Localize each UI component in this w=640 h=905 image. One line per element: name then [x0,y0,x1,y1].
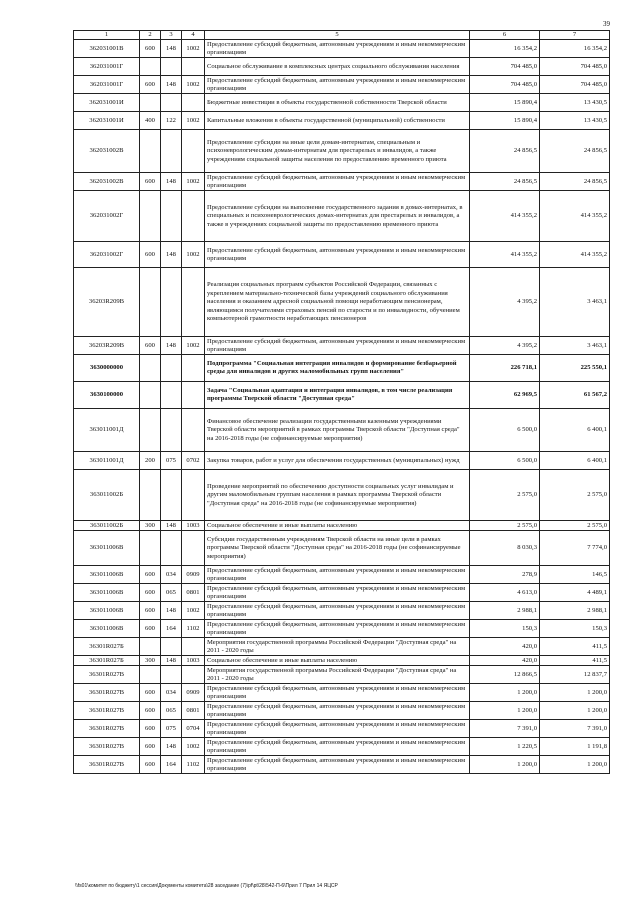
code-cell: 363011001Д [74,409,140,452]
section-cell: 0801 [182,702,205,720]
code-cell: 36301R027В [74,738,140,756]
table-row [74,602,610,620]
code-cell: 363011002Б [74,521,140,531]
code-cell: 362031002В [74,173,140,191]
table-row [74,521,610,531]
section-cell [182,638,205,656]
section-cell: 1002 [182,76,205,94]
vr-cell: 300 [140,656,161,666]
section-cell: 1102 [182,620,205,638]
vr-cell: 600 [140,702,161,720]
planned-amount-cell: 6 500,0 [470,452,540,470]
code-cell: 363011006В [74,531,140,566]
actual-amount-cell: 2 575,0 [540,470,610,521]
description-cell: Предоставление субсидий бюджетным, автономным учреждениям и иным некоммерческим организациям [205,720,470,738]
actual-amount-cell: 7 774,0 [540,531,610,566]
description-cell: Предоставление субсидий бюджетным, автономным учреждениям и иным некоммерческим организациям [205,337,470,355]
vr-cell: 600 [140,738,161,756]
description-cell: Подпрограмма "Социальная интеграция инвалидов и формирование безбарьерной среды для инвалидов и других маломобильных групп населения" [205,355,470,382]
description-cell: Реализация социальных программ субъектов Российской Федерации, связанных с укреплением материально-технической базы учреждений социального обслуживания населения и оказанием адресной социальной помощи неработающим пенсионерам, являющимся получателями страховых пенсий по старости и по инвалидности, обучением компьютерной грамотности неработающих пенсионеров [205,268,470,337]
vr-cell: 600 [140,620,161,638]
description-cell: Предоставление субсидий бюджетным, автономным учреждениям и иным некоммерческим организациям [205,684,470,702]
admin-cell: 148 [161,337,182,355]
description-cell: Бюджетные инвестиции в объекты государственной собственности Тверской области [205,94,470,112]
actual-amount-cell: 411,5 [540,656,610,666]
planned-amount-cell: 704 485,0 [470,76,540,94]
admin-cell [161,531,182,566]
vr-cell [140,409,161,452]
actual-amount-cell: 13 430,5 [540,112,610,130]
planned-amount-cell: 2 988,1 [470,602,540,620]
code-cell: 363011006В [74,584,140,602]
admin-cell [161,382,182,409]
code-cell: 36301R027Б [74,656,140,666]
admin-cell: 148 [161,521,182,531]
table-row [74,620,610,638]
table-row [74,130,610,173]
vr-cell: 600 [140,756,161,774]
section-cell [182,382,205,409]
description-cell: Предоставление субсидии на выполнение государственного задания в домах-интернатах, в специальных и психоневрологических домах-интернатах для престарелых и инвалидов, а также в учреждениях социальной защиты по предоставлению временного приюта [205,191,470,242]
section-cell: 1002 [182,602,205,620]
planned-amount-cell: 24 856,5 [470,130,540,173]
actual-amount-cell: 1 200,0 [540,702,610,720]
vr-cell [140,666,161,684]
description-cell: Предоставление субсидий бюджетным, автономным учреждениям и иным некоммерческим организациям [205,602,470,620]
table-row [74,242,610,268]
admin-cell: 164 [161,756,182,774]
admin-cell [161,58,182,76]
planned-amount-cell: 4 613,0 [470,584,540,602]
table-row [74,40,610,58]
vr-cell: 600 [140,584,161,602]
description-cell: Капитальные вложения в объекты государственной (муниципальной) собственности [205,112,470,130]
actual-amount-cell: 411,5 [540,638,610,656]
section-cell: 0702 [182,452,205,470]
actual-amount-cell: 2 988,1 [540,602,610,620]
actual-amount-cell: 3 463,1 [540,337,610,355]
admin-cell: 075 [161,720,182,738]
admin-cell: 065 [161,584,182,602]
section-cell: 1002 [182,112,205,130]
actual-amount-cell: 704 485,0 [540,76,610,94]
admin-cell: 148 [161,656,182,666]
table-row [74,76,610,94]
admin-cell: 065 [161,702,182,720]
description-cell: Мероприятия государственной программы Российской Федерации "Доступная среда" на 2011 - 2020 годы [205,638,470,656]
table-row [74,638,610,656]
planned-amount-cell: 4 395,2 [470,268,540,337]
actual-amount-cell: 6 400,1 [540,452,610,470]
section-cell [182,666,205,684]
section-cell: 0704 [182,720,205,738]
header-cell: 3 [161,31,182,40]
code-cell: 362031002Г [74,191,140,242]
vr-cell [140,58,161,76]
admin-cell: 148 [161,738,182,756]
actual-amount-cell: 146,5 [540,566,610,584]
vr-cell [140,130,161,173]
admin-cell [161,638,182,656]
table-row [74,58,610,76]
admin-cell: 148 [161,602,182,620]
section-cell: 0801 [182,584,205,602]
page-number: 39 [603,20,610,28]
vr-cell: 600 [140,76,161,94]
planned-amount-cell: 1 220,5 [470,738,540,756]
description-cell: Предоставление субсидий бюджетным, автономным учреждениям и иным некоммерческим организациям [205,566,470,584]
section-cell [182,355,205,382]
header-cell: 5 [205,31,470,40]
table-row [74,268,610,337]
admin-cell: 075 [161,452,182,470]
code-cell: 36301R027В [74,666,140,684]
header-cell: 7 [540,31,610,40]
description-cell: Предоставление субсидий бюджетным, автономным учреждениям и иным некоммерческим организациям [205,620,470,638]
description-cell: Мероприятия государственной программы Российской Федерации "Доступная среда" на 2011 - 2020 годы [205,666,470,684]
planned-amount-cell: 15 890,4 [470,94,540,112]
admin-cell: 122 [161,112,182,130]
code-cell: 362031001Г [74,76,140,94]
table-row [74,531,610,566]
vr-cell [140,470,161,521]
admin-cell: 148 [161,76,182,94]
code-cell: 362031001И [74,94,140,112]
section-cell: 1002 [182,173,205,191]
section-cell [182,531,205,566]
description-cell: Субсидии государственным учреждениям Тверской области на иные цели в рамках программы Тверской области "Доступная среда" на 2016-2018 годы (не софинансируемые мероприятия) [205,531,470,566]
vr-cell [140,382,161,409]
table-row [74,720,610,738]
admin-cell: 034 [161,566,182,584]
actual-amount-cell: 2 575,0 [540,521,610,531]
code-cell: 363011006В [74,566,140,584]
code-cell: 36301R027В [74,720,140,738]
admin-cell: 148 [161,242,182,268]
vr-cell: 600 [140,684,161,702]
actual-amount-cell: 12 837,7 [540,666,610,684]
code-cell: 36301R027Б [74,638,140,656]
planned-amount-cell: 278,9 [470,566,540,584]
actual-amount-cell: 13 430,5 [540,94,610,112]
table-row [74,112,610,130]
code-cell: 363011002Б [74,470,140,521]
code-cell: 363011006В [74,620,140,638]
planned-amount-cell: 4 395,2 [470,337,540,355]
vr-cell: 600 [140,242,161,268]
description-cell: Финансовое обеспечение реализации государственными казенными учреждениями Тверской области мероприятий в рамках программы Тверской области "Доступная среда" на 2016-2018 годы (не софинансируемые мероприятия) [205,409,470,452]
table-row [74,94,610,112]
section-cell: 1002 [182,40,205,58]
planned-amount-cell: 7 391,0 [470,720,540,738]
section-cell [182,268,205,337]
planned-amount-cell: 150,3 [470,620,540,638]
file-path-footer: \\fs01\комитет по бюджету\1 сессия\Документы комитета\28 заседание (7)\pf\pt\28\542-П-6\Прил 7 Прил 14 ЯЦСР [75,883,338,889]
vr-cell: 600 [140,337,161,355]
actual-amount-cell: 414 355,2 [540,191,610,242]
actual-amount-cell: 1 200,0 [540,756,610,774]
code-cell: 362031001В [74,40,140,58]
section-cell [182,191,205,242]
code-cell: 36301R027В [74,702,140,720]
description-cell: Предоставление субсидий бюджетным, автономным учреждениям и иным некоммерческим организациям [205,242,470,268]
description-cell: Социальное обеспечение и иные выплаты населению [205,656,470,666]
table-row [74,191,610,242]
section-cell: 1002 [182,738,205,756]
description-cell: Закупка товаров, работ и услуг для обеспечения государственных (муниципальных) нужд [205,452,470,470]
description-cell: Предоставление субсидий бюджетным, автономным учреждениям и иным некоммерческим организациям [205,173,470,191]
description-cell: Предоставление субсидии на иные цели домам-интернатам, специальным и психоневрологическим домам-интернатам для престарелых и инвалидов, а также учреждениям социальной защиты населения по предоставлению временного приюта [205,130,470,173]
description-cell: Проведение мероприятий по обеспечению доступности социальных услуг инвалидам и другим маломобильным группам населения в рамках программы Тверской области "Доступная среда" на 2016-2018 годы (не софинансируемые мероприятия) [205,470,470,521]
table-row [74,584,610,602]
admin-cell [161,191,182,242]
planned-amount-cell: 1 200,0 [470,756,540,774]
actual-amount-cell: 24 856,5 [540,130,610,173]
section-cell [182,94,205,112]
table-row [74,173,610,191]
admin-cell [161,94,182,112]
table-row [74,566,610,584]
code-cell: 362031001И [74,112,140,130]
table-row [74,355,610,382]
vr-cell: 300 [140,521,161,531]
planned-amount-cell: 8 030,3 [470,531,540,566]
actual-amount-cell: 6 400,1 [540,409,610,452]
description-cell: Предоставление субсидий бюджетным, автономным учреждениям и иным некоммерческим организациям [205,702,470,720]
table-row [74,738,610,756]
vr-cell: 600 [140,566,161,584]
table-row [74,756,610,774]
admin-cell [161,355,182,382]
actual-amount-cell: 4 489,1 [540,584,610,602]
planned-amount-cell: 6 500,0 [470,409,540,452]
description-cell: Предоставление субсидий бюджетным, автономным учреждениям и иным некоммерческим организациям [205,40,470,58]
vr-cell [140,191,161,242]
header-cell: 2 [140,31,161,40]
code-cell: 36203R209В [74,268,140,337]
section-cell [182,409,205,452]
vr-cell: 600 [140,40,161,58]
table-header-row [74,31,610,40]
admin-cell [161,130,182,173]
header-cell: 6 [470,31,540,40]
actual-amount-cell: 61 567,2 [540,382,610,409]
admin-cell [161,470,182,521]
description-cell: Задача "Социальная адаптация и интеграция инвалидов, в том числе реализация программы Тверской области "Доступная среда" [205,382,470,409]
admin-cell: 148 [161,40,182,58]
description-cell: Предоставление субсидий бюджетным, автономным учреждениям и иным некоммерческим организациям [205,76,470,94]
section-cell: 1002 [182,242,205,268]
admin-cell: 148 [161,173,182,191]
description-cell: Социальное обслуживание в комплексных центрах социального обслуживания населения [205,58,470,76]
code-cell: 3630100000 [74,382,140,409]
table-row [74,452,610,470]
planned-amount-cell: 62 969,5 [470,382,540,409]
vr-cell: 400 [140,112,161,130]
actual-amount-cell: 1 191,8 [540,738,610,756]
vr-cell [140,94,161,112]
actual-amount-cell: 225 550,1 [540,355,610,382]
planned-amount-cell: 414 355,2 [470,242,540,268]
table-row [74,684,610,702]
actual-amount-cell: 3 463,1 [540,268,610,337]
code-cell: 362031001Г [74,58,140,76]
code-cell: 3630000000 [74,355,140,382]
planned-amount-cell: 1 200,0 [470,702,540,720]
actual-amount-cell: 150,3 [540,620,610,638]
section-cell [182,130,205,173]
planned-amount-cell: 16 354,2 [470,40,540,58]
code-cell: 36301R027В [74,756,140,774]
planned-amount-cell: 420,0 [470,656,540,666]
actual-amount-cell: 16 354,2 [540,40,610,58]
code-cell: 36301R027В [74,684,140,702]
planned-amount-cell: 420,0 [470,638,540,656]
admin-cell: 034 [161,684,182,702]
description-cell: Предоставление субсидий бюджетным, автономным учреждениям и иным некоммерческим организациям [205,584,470,602]
code-cell: 362031002Г [74,242,140,268]
section-cell: 1003 [182,656,205,666]
planned-amount-cell: 12 866,5 [470,666,540,684]
actual-amount-cell: 24 856,5 [540,173,610,191]
actual-amount-cell: 704 485,0 [540,58,610,76]
header-cell: 1 [74,31,140,40]
table-row [74,382,610,409]
section-cell: 0909 [182,566,205,584]
section-cell: 1002 [182,337,205,355]
admin-cell [161,666,182,684]
vr-cell: 200 [140,452,161,470]
vr-cell: 600 [140,720,161,738]
admin-cell [161,409,182,452]
vr-cell: 600 [140,173,161,191]
planned-amount-cell: 15 890,4 [470,112,540,130]
table-row [74,337,610,355]
code-cell: 36203R209В [74,337,140,355]
description-cell: Предоставление субсидий бюджетным, автономным учреждениям и иным некоммерческим организациям [205,738,470,756]
planned-amount-cell: 1 200,0 [470,684,540,702]
code-cell: 362031002В [74,130,140,173]
table-row [74,409,610,452]
table-row [74,702,610,720]
section-cell: 1102 [182,756,205,774]
planned-amount-cell: 24 856,5 [470,173,540,191]
actual-amount-cell: 7 391,0 [540,720,610,738]
description-cell: Социальное обеспечение и иные выплаты населению [205,521,470,531]
actual-amount-cell: 1 200,0 [540,684,610,702]
vr-cell: 600 [140,602,161,620]
vr-cell [140,638,161,656]
actual-amount-cell: 414 355,2 [540,242,610,268]
planned-amount-cell: 414 355,2 [470,191,540,242]
header-cell: 4 [182,31,205,40]
planned-amount-cell: 2 575,0 [470,470,540,521]
section-cell [182,58,205,76]
section-cell [182,470,205,521]
admin-cell [161,268,182,337]
admin-cell: 164 [161,620,182,638]
table-row [74,470,610,521]
table-row [74,666,610,684]
vr-cell [140,355,161,382]
planned-amount-cell: 2 575,0 [470,521,540,531]
planned-amount-cell: 704 485,0 [470,58,540,76]
budget-table [73,30,610,774]
code-cell: 363011006В [74,602,140,620]
vr-cell [140,268,161,337]
section-cell: 1003 [182,521,205,531]
planned-amount-cell: 226 718,1 [470,355,540,382]
description-cell: Предоставление субсидий бюджетным, автономным учреждениям и иным некоммерческим организациям [205,756,470,774]
table-row [74,656,610,666]
code-cell: 363011001Д [74,452,140,470]
vr-cell [140,531,161,566]
section-cell: 0909 [182,684,205,702]
